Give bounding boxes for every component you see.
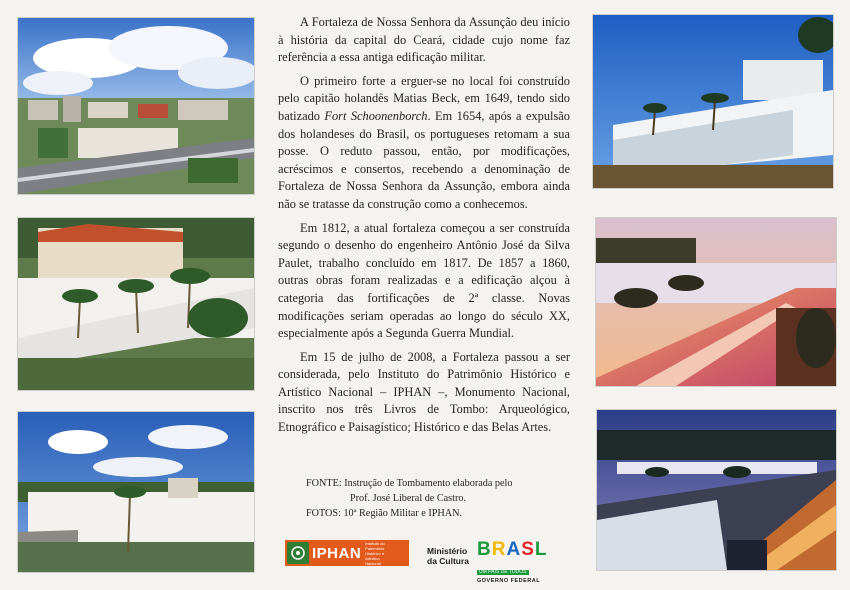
photo-fort-walls-palms-day <box>18 218 254 390</box>
photo-aerial-city-view <box>18 18 254 194</box>
brasil-letter-a: A <box>506 539 522 560</box>
iphan-wordmark: IPHAN <box>312 544 362 562</box>
paragraph-first-fort <box>278 73 570 214</box>
photo-fort-moat-dusk <box>593 15 833 188</box>
paragraph-first-fort-after: . Em 1654, após a expulsão dos holandeses do Brasil, os portugueses retomam a sua posse. O reduto passou, então, por modificações, acréscimos e consertos, recebendo a denominação de Fortaleza de Nossa Senhora da Assunção, embora ainda não se tratasse da construção como a conhecemos. <box>278 108 570 211</box>
footer-logos <box>285 539 575 584</box>
paragraph-first-fort-before: O primeiro forte a erguer-se no local foi construído pelo capitão holandês Matias Beck, em 1649, tendo sido batizado <box>278 73 570 123</box>
iphan-logo <box>285 540 409 566</box>
photo-fort-lit-moat-sunset <box>596 218 836 386</box>
brasil-letter-r: R <box>491 539 507 560</box>
brasil-letter-s: S <box>521 539 535 560</box>
source-line-1: FONTE: Instrução de Tombamento elaborada pelo <box>306 478 513 489</box>
iphan-subtitle: Instituto do Patrimônio Histórico e Artístico Nacional <box>365 540 385 566</box>
photo-fort-wall-blue-sky <box>18 412 254 572</box>
iphan-emblem-icon <box>287 542 309 564</box>
brasil-government-logo <box>477 539 567 584</box>
paragraph-construction: Em 1812, a atual fortaleza começou a ser construída segundo o desenho do engenheiro Antônio José da Silva Paulet, trabalho concluído em 1817. De 1857 a 1860, outras obras foram realizadas e a edificação alçou à categoria das fortificações de 2ª classe. Novas modificações seriam operadas ao longo do século XX, especialmente após a Segunda Guerra Mundial. <box>278 220 570 341</box>
ministerio-line-1: Ministério <box>427 546 468 556</box>
brasil-letter-l: L <box>534 539 548 560</box>
photos-credit: FOTOS: 10ª Região Militar e IPHAN. <box>306 508 462 519</box>
paragraph-intro: A Fortaleza de Nossa Senhora da Assunção deu início à história da capital do Ceará, cidade cujo nome faz referência a essa antiga edificação militar. <box>278 15 570 65</box>
brasil-wordmark <box>477 540 567 560</box>
fort-schoonenborch-name: Fort Schoonenborch <box>324 108 428 123</box>
governo-federal-label: GOVERNO FEDERAL <box>477 578 541 584</box>
ministerio-cultura <box>427 546 469 566</box>
brasil-tagline: UM PAÍS DE TODOS <box>479 569 527 575</box>
paragraph-monument: Em 15 de julho de 2008, a Fortaleza passou a ser considerada, pelo Instituto do Patrimônio Histórico e Artístico Nacional – IPHAN –, Monumento Nacional, inscrito nos três Livros de Tombo: Arqueológico, Etnográfico e Paisagístico; Histórico e das Belas Artes. <box>278 349 570 435</box>
credits <box>306 476 576 521</box>
source-line-2: Prof. José Liberal de Castro. <box>350 493 466 504</box>
history-text <box>278 14 570 443</box>
brasil-letter-b: B <box>477 539 492 560</box>
photo-fort-night-lights <box>597 410 836 570</box>
ministerio-line-2: da Cultura <box>427 556 470 566</box>
